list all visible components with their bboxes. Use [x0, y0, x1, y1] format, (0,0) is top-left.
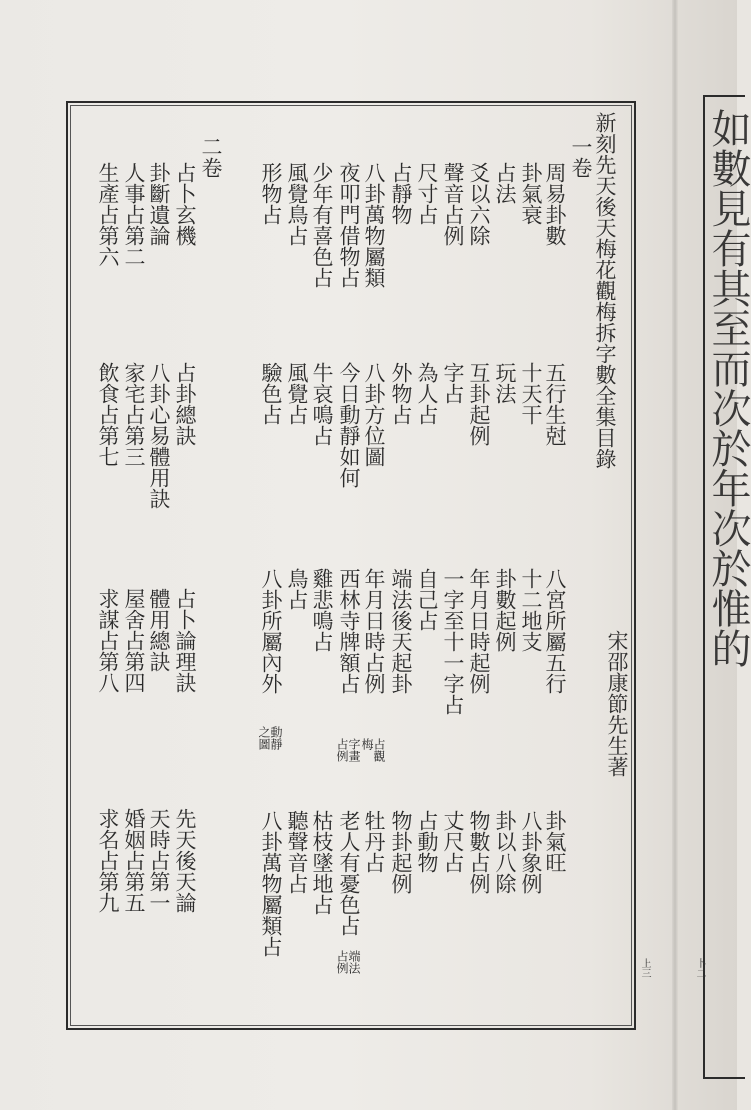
- toc-entry: 聲音占例: [441, 162, 465, 246]
- toc-entry: 枯枝墜地占: [310, 810, 334, 915]
- toc-entry: 八卦萬物屬類占: [259, 810, 283, 957]
- folio-number: 上三: [639, 958, 650, 978]
- toc-annotation: 占例: [335, 738, 349, 762]
- toc-entry: 生產占第六: [96, 162, 120, 267]
- toc-entry: 五行生尅: [543, 362, 567, 446]
- toc-entry: 卦以八除: [493, 810, 517, 894]
- toc-entry: 風覺鳥占: [285, 162, 309, 246]
- toc-entry: 形物占: [259, 162, 283, 225]
- toc-entry: 玩法: [493, 362, 517, 404]
- toc-entry: 物卦起例: [389, 810, 413, 894]
- toc-entry: 風覺占: [285, 362, 309, 425]
- toc-annotation: 字畫: [347, 738, 361, 762]
- toc-entry: 雞悲鳴占: [310, 568, 334, 652]
- next-page-text: 如數見有其至而次於年次於惟的: [705, 108, 751, 668]
- toc-entry: 求謀占第八: [96, 588, 120, 693]
- toc-entry: 卦斷遺論: [147, 162, 171, 246]
- toc-entry: 先天後天論: [173, 808, 197, 913]
- folio-number-next: 卜二: [694, 958, 705, 978]
- toc-entry: 占卦總訣: [173, 362, 197, 446]
- toc-entry: 物數占例: [467, 810, 491, 894]
- toc-entry: 鳥占: [285, 568, 309, 610]
- toc-entry: 少年有喜色占: [310, 162, 334, 288]
- page-title: 新刻先天後天梅花觀梅拆字數全集目錄: [593, 112, 617, 469]
- toc-entry: 八宮所屬五行: [543, 568, 567, 694]
- toc-entry: 牛哀鳴占: [310, 362, 334, 446]
- toc-entry: 今日動靜如何: [337, 362, 361, 488]
- toc-entry: 家宅占第三: [122, 362, 146, 467]
- toc-entry: 占靜物: [389, 162, 413, 225]
- toc-entry: 外物占: [389, 362, 413, 425]
- toc-entry: 八卦心易體用訣: [147, 362, 171, 509]
- toc-entry: 聽聲音占: [285, 810, 309, 894]
- toc-entry: 屋舍占第四: [122, 588, 146, 693]
- toc-entry: 占法: [493, 162, 517, 204]
- toc-entry: 老人有憂色占: [337, 810, 361, 936]
- toc-entry: 八卦所屬內外: [259, 568, 283, 694]
- toc-annotation: 占觀: [372, 738, 386, 762]
- toc-entry: 驗色占: [259, 362, 283, 425]
- toc-entry: 十二地支: [519, 568, 543, 652]
- toc-entry: 字占: [441, 362, 465, 404]
- toc-entry: 八卦方位圖: [362, 362, 386, 467]
- toc-entry: 卦氣衰: [519, 162, 543, 225]
- volume-2-label: 二卷: [199, 136, 223, 178]
- toc-entry: 西林寺牌額占: [337, 568, 361, 694]
- toc-entry: 占動物: [415, 810, 439, 873]
- toc-annotation: 占例: [335, 950, 349, 974]
- toc-entry: 周易卦數: [543, 162, 567, 246]
- toc-entry: 十天干: [519, 362, 543, 425]
- toc-entry: 自己占: [415, 568, 439, 631]
- toc-annotation: 端法: [347, 950, 361, 974]
- toc-annotation: 之圖: [257, 726, 271, 750]
- toc-entry: 丈尺占: [441, 810, 465, 873]
- toc-entry: 卦氣旺: [543, 810, 567, 873]
- toc-entry: 牡丹占: [362, 810, 386, 873]
- toc-entry: 飲食占第七: [96, 362, 120, 467]
- toc-entry: 體用總訣: [147, 588, 171, 672]
- toc-entry: 八卦萬物屬類: [362, 162, 386, 288]
- toc-entry: 年月日時起例: [467, 568, 491, 694]
- toc-entry: 天時占第一: [147, 808, 171, 913]
- toc-entry: 尺寸占: [415, 162, 439, 225]
- author-line: 宋邵康節先生著: [605, 630, 629, 777]
- volume-1-label: 一卷: [569, 136, 593, 178]
- toc-entry: 人事占第二: [122, 162, 146, 267]
- toc-annotation: 梅: [360, 738, 374, 750]
- toc-entry: 占卜論理訣: [173, 588, 197, 693]
- toc-entry: 卦數起例: [493, 568, 517, 652]
- toc-entry: 求名占第九: [96, 808, 120, 913]
- toc-entry: 一字至十一字占: [441, 568, 465, 715]
- toc-entry: 占卜玄機: [173, 162, 197, 246]
- toc-entry: 年月日時占例: [362, 568, 386, 694]
- toc-entry: 端法後天起卦: [389, 568, 413, 694]
- toc-entry: 八卦象例: [519, 810, 543, 894]
- toc-entry: 為人占: [415, 362, 439, 425]
- toc-entry: 互卦起例: [467, 362, 491, 446]
- toc-entry: 爻以六除: [467, 162, 491, 246]
- toc-entry: 婚姻占第五: [122, 808, 146, 913]
- toc-entry: 夜叩門借物占: [337, 162, 361, 288]
- toc-annotation: 動靜: [269, 726, 283, 750]
